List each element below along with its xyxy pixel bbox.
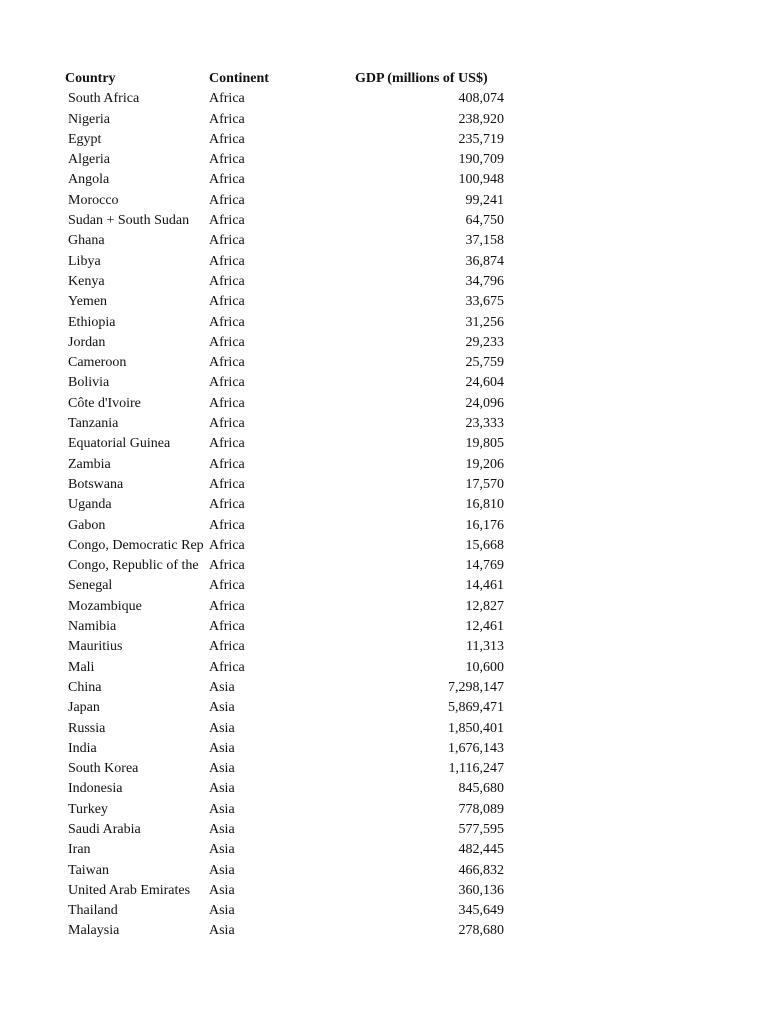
- cell-country: China: [68, 679, 102, 695]
- cell-country: South Africa: [68, 91, 140, 107]
- cell-country: Mauritius: [68, 639, 123, 655]
- cell-country: Namibia: [68, 619, 117, 635]
- cell-gdp: 1,116,247: [448, 761, 504, 777]
- cell-gdp: 7,298,147: [448, 679, 504, 695]
- cell-country: Côte d'Ivoire: [68, 395, 141, 411]
- table-body: [0, 89, 768, 941]
- cell-continent: Africa: [209, 497, 245, 513]
- cell-gdp: 16,810: [465, 497, 504, 513]
- table-row: [0, 272, 768, 292]
- cell-continent: Africa: [209, 639, 245, 655]
- column-header-continent: Continent: [209, 71, 269, 86]
- table-row: [0, 800, 768, 820]
- cell-continent: Africa: [209, 558, 245, 574]
- cell-country: India: [68, 740, 97, 756]
- cell-continent: Asia: [209, 740, 235, 756]
- cell-gdp: 19,805: [465, 436, 504, 452]
- cell-continent: Africa: [209, 294, 245, 310]
- table-row: [0, 840, 768, 860]
- cell-country: Saudi Arabia: [68, 821, 141, 837]
- cell-gdp: 778,089: [458, 801, 504, 817]
- column-header-country: Country: [65, 71, 116, 86]
- cell-country: Indonesia: [68, 781, 123, 797]
- cell-gdp: 34,796: [465, 273, 504, 289]
- cell-gdp: 360,136: [458, 882, 504, 898]
- cell-country: Malaysia: [68, 923, 120, 939]
- cell-gdp: 345,649: [458, 903, 504, 919]
- cell-continent: Africa: [209, 375, 245, 391]
- cell-country: Morocco: [68, 192, 119, 208]
- cell-country: Kenya: [68, 273, 105, 289]
- cell-gdp: 12,461: [465, 619, 504, 635]
- table-row: [0, 536, 768, 556]
- cell-gdp: 238,920: [458, 111, 504, 127]
- cell-gdp: 31,256: [465, 314, 504, 330]
- cell-gdp: 24,096: [465, 395, 504, 411]
- cell-continent: Asia: [209, 862, 235, 878]
- table-row: [0, 719, 768, 739]
- cell-country: Tanzania: [68, 416, 119, 432]
- cell-country: Zambia: [68, 456, 111, 472]
- cell-continent: Africa: [209, 314, 245, 330]
- cell-country: Yemen: [68, 294, 108, 310]
- cell-continent: Asia: [209, 801, 235, 817]
- table-row: [0, 292, 768, 312]
- cell-gdp: 190,709: [458, 152, 504, 168]
- cell-gdp: 23,333: [465, 416, 504, 432]
- cell-continent: Asia: [209, 781, 235, 797]
- cell-gdp: 482,445: [458, 842, 504, 858]
- cell-gdp: 466,832: [458, 862, 504, 878]
- table-row: [0, 495, 768, 515]
- cell-country: Uganda: [68, 497, 112, 513]
- cell-country: Russia: [68, 720, 106, 736]
- cell-country: Turkey: [68, 801, 108, 817]
- cell-continent: Asia: [209, 821, 235, 837]
- cell-country: Angola: [68, 172, 110, 188]
- table-row: [0, 739, 768, 759]
- cell-gdp: 15,668: [465, 537, 504, 553]
- cell-continent: Africa: [209, 111, 245, 127]
- table-row: [0, 252, 768, 272]
- cell-gdp: 11,313: [466, 639, 504, 655]
- cell-country: Taiwan: [68, 862, 110, 878]
- cell-continent: Asia: [209, 923, 235, 939]
- table-row: [0, 455, 768, 475]
- table-row: [0, 211, 768, 231]
- cell-continent: Africa: [209, 334, 245, 350]
- cell-gdp: 37,158: [465, 233, 504, 249]
- table-row: [0, 556, 768, 576]
- cell-gdp: 845,680: [458, 781, 504, 797]
- column-header-gdp: GDP (millions of US$): [355, 71, 488, 86]
- cell-country: Mozambique: [68, 598, 142, 614]
- cell-continent: Asia: [209, 882, 235, 898]
- cell-continent: Africa: [209, 517, 245, 533]
- table-row: [0, 313, 768, 333]
- table-row: [0, 637, 768, 657]
- table-row: [0, 231, 768, 251]
- table-row: [0, 617, 768, 637]
- cell-country: South Korea: [68, 761, 139, 777]
- cell-gdp: 14,461: [465, 578, 504, 594]
- cell-continent: Asia: [209, 679, 235, 695]
- cell-gdp: 36,874: [465, 253, 504, 269]
- cell-gdp: 408,074: [458, 91, 504, 107]
- cell-gdp: 16,176: [465, 517, 504, 533]
- cell-gdp: 278,680: [458, 923, 504, 939]
- cell-continent: Africa: [209, 436, 245, 452]
- table-row: [0, 394, 768, 414]
- table-row: [0, 130, 768, 150]
- table-row: [0, 373, 768, 393]
- cell-continent: Africa: [209, 416, 245, 432]
- cell-country: Gabon: [68, 517, 106, 533]
- cell-country: Cameroon: [68, 355, 127, 371]
- cell-gdp: 1,850,401: [448, 720, 504, 736]
- cell-continent: Africa: [209, 578, 245, 594]
- table-row: [0, 353, 768, 373]
- cell-continent: Africa: [209, 152, 245, 168]
- table-row: [0, 170, 768, 190]
- cell-country: Algeria: [68, 152, 110, 168]
- cell-country: Sudan + South Sudan: [68, 213, 190, 229]
- cell-country: Iran: [68, 842, 91, 858]
- table-row: [0, 516, 768, 536]
- cell-gdp: 29,233: [465, 334, 504, 350]
- cell-continent: Asia: [209, 700, 235, 716]
- cell-continent: Africa: [209, 355, 245, 371]
- cell-country: Congo, Democratic Rep: [68, 537, 204, 553]
- cell-continent: Africa: [209, 476, 245, 492]
- cell-continent: Asia: [209, 761, 235, 777]
- cell-country: Ghana: [68, 233, 105, 249]
- cell-continent: Africa: [209, 233, 245, 249]
- cell-country: Libya: [68, 253, 101, 269]
- table-row: [0, 881, 768, 901]
- table-row: [0, 678, 768, 698]
- cell-continent: Africa: [209, 91, 245, 107]
- cell-gdp: 14,769: [465, 558, 504, 574]
- cell-continent: Asia: [209, 720, 235, 736]
- cell-country: Congo, Republic of the: [68, 558, 199, 574]
- cell-continent: Africa: [209, 131, 245, 147]
- cell-gdp: 33,675: [465, 294, 504, 310]
- table-row: [0, 861, 768, 881]
- table-row: [0, 414, 768, 434]
- cell-continent: Asia: [209, 842, 235, 858]
- table-row: [0, 658, 768, 678]
- table-row: [0, 333, 768, 353]
- cell-country: Senegal: [68, 578, 113, 594]
- cell-continent: Africa: [209, 598, 245, 614]
- cell-continent: Africa: [209, 172, 245, 188]
- cell-gdp: 19,206: [465, 456, 504, 472]
- cell-continent: Africa: [209, 659, 245, 675]
- cell-continent: Africa: [209, 537, 245, 553]
- table-row: [0, 150, 768, 170]
- cell-gdp: 25,759: [465, 355, 504, 371]
- table-row: [0, 434, 768, 454]
- cell-gdp: 10,600: [465, 659, 504, 675]
- table-row: [0, 779, 768, 799]
- cell-continent: Africa: [209, 395, 245, 411]
- cell-country: Thailand: [68, 903, 118, 919]
- table-row: [0, 475, 768, 495]
- cell-continent: Africa: [209, 619, 245, 635]
- cell-country: Mali: [68, 659, 95, 675]
- cell-continent: Africa: [209, 456, 245, 472]
- table-row: [0, 820, 768, 840]
- cell-continent: Africa: [209, 273, 245, 289]
- cell-gdp: 5,869,471: [448, 700, 504, 716]
- cell-gdp: 64,750: [465, 213, 504, 229]
- cell-gdp: 235,719: [458, 131, 504, 147]
- cell-gdp: 99,241: [465, 192, 504, 208]
- cell-country: Nigeria: [68, 111, 110, 127]
- table-row: [0, 921, 768, 941]
- table-row: [0, 901, 768, 921]
- cell-continent: Africa: [209, 213, 245, 229]
- table-row: [0, 110, 768, 130]
- cell-continent: Africa: [209, 192, 245, 208]
- gdp-table: [0, 69, 768, 942]
- cell-gdp: 1,676,143: [448, 740, 504, 756]
- cell-gdp: 100,948: [458, 172, 504, 188]
- cell-gdp: 577,595: [458, 821, 504, 837]
- cell-country: Bolivia: [68, 375, 110, 391]
- table-row: [0, 191, 768, 211]
- cell-country: Japan: [68, 700, 100, 716]
- cell-continent: Asia: [209, 903, 235, 919]
- table-row: [0, 698, 768, 718]
- cell-gdp: 12,827: [465, 598, 504, 614]
- cell-country: Equatorial Guinea: [68, 436, 171, 452]
- cell-continent: Africa: [209, 253, 245, 269]
- cell-gdp: 24,604: [465, 375, 504, 391]
- table-row: [0, 759, 768, 779]
- table-header-row: [0, 69, 768, 89]
- cell-country: Botswana: [68, 476, 124, 492]
- table-row: [0, 89, 768, 109]
- table-row: [0, 597, 768, 617]
- cell-country: Egypt: [68, 131, 102, 147]
- cell-country: Jordan: [68, 334, 106, 350]
- cell-country: Ethiopia: [68, 314, 116, 330]
- cell-country: United Arab Emirates: [68, 882, 191, 898]
- table-row: [0, 576, 768, 596]
- cell-gdp: 17,570: [465, 476, 504, 492]
